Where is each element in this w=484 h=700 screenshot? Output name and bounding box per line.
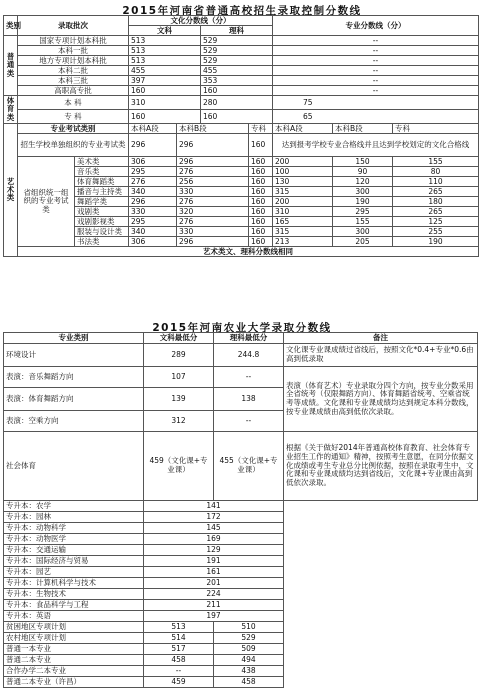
major-cell: 专升本：园艺 [4, 567, 144, 578]
table-row [4, 167, 479, 177]
li-cell: 529 [201, 46, 273, 56]
category-putong: 普通类 [4, 36, 18, 96]
score-cell: 276 [129, 177, 177, 187]
score-cell: 80 [393, 167, 479, 177]
table-row [4, 344, 478, 367]
major-cell: -- [273, 66, 479, 76]
score-cell: 130 [273, 177, 333, 187]
li-cell: 458 [214, 677, 284, 688]
batch-cell: 本科一批 [18, 46, 129, 56]
table-row [4, 124, 479, 134]
score-cell: 330 [177, 227, 249, 237]
art-name-cell: 播音与主持类 [75, 187, 129, 197]
score-cell: 155 [333, 217, 393, 227]
major-cell: 普通二本专业（许昌） [4, 677, 144, 688]
table-row [4, 177, 479, 187]
score-cell: 155 [393, 157, 479, 167]
score-cell: 224 [144, 589, 284, 600]
li-cell: 353 [201, 76, 273, 86]
major-cell: 专升本：园林 [4, 512, 144, 523]
score-cell: 160 [249, 217, 273, 227]
major-cell: 专升本：英语 [4, 611, 144, 622]
major-cell: 表演：体育舞蹈方向 [4, 388, 144, 411]
major-cell: 专升本：动物科学 [4, 523, 144, 534]
table-row [4, 207, 479, 217]
table-row [4, 501, 478, 512]
score-cell: 306 [129, 237, 177, 247]
score-cell: 256 [177, 177, 249, 187]
score-cell: 276 [177, 167, 249, 177]
score-cell: 145 [144, 523, 284, 534]
major-cell: 专升本：动物医学 [4, 534, 144, 545]
score-cell: 213 [273, 237, 333, 247]
art-name-cell: 舞蹈学类 [75, 197, 129, 207]
table-row [4, 110, 479, 124]
score-cell: 160 [249, 134, 273, 157]
score-cell: 180 [393, 197, 479, 207]
wen-cell: 459 [144, 677, 214, 688]
header-major-ben-a: 本科A段 [273, 124, 333, 134]
table-row [4, 157, 479, 167]
unified-exam-label: 省组织统一组织的专业考试类 [18, 157, 75, 247]
art-name-cell: 戏剧影视类 [75, 217, 129, 227]
major-cell: 贫困地区专项计划 [4, 622, 144, 633]
score-cell: 160 [249, 207, 273, 217]
table-row [4, 197, 479, 207]
batch-cell: 专 科 [18, 110, 129, 124]
score-cell: 160 [249, 187, 273, 197]
header-exam-type: 专业考试类别 [18, 124, 129, 134]
university-score-table [3, 332, 478, 688]
table-row [4, 134, 479, 157]
wen-cell: 514 [144, 633, 214, 644]
wen-cell: 517 [144, 644, 214, 655]
wen-cell: 455 [129, 66, 201, 76]
score-cell: 190 [333, 197, 393, 207]
major-cell: 普通一本专业 [4, 644, 144, 655]
table-row [4, 46, 479, 56]
single-major-cell: 达到报考学校专业合格线并且达到学校划定的文化合格线 [273, 134, 479, 157]
table-row [4, 36, 479, 46]
header-major: 专业类别 [4, 333, 144, 344]
score-cell: 160 [249, 197, 273, 207]
wen-cell: 107 [144, 367, 214, 388]
li-cell: 529 [214, 633, 284, 644]
wen-cell: 160 [129, 110, 201, 124]
batch-cell: 高职高专批 [18, 86, 129, 96]
major-cell: 农村地区专项计划 [4, 633, 144, 644]
note-cell: 表演（体育艺术）专业录取分四个方向，按专业分数采用全省统考（仅限舞蹈方向）、体育舞蹈省统考、空乘省统考等成绩。文化课和专业课成绩均达到规定本科分数线，按专业课成绩由高到低依次录取。 [284, 367, 478, 432]
major-cell: 75 [273, 96, 479, 110]
batch-cell: 本 科 [18, 96, 129, 110]
batch-cell: 国家专项计划本科批 [18, 36, 129, 46]
score-cell: 160 [249, 157, 273, 167]
li-cell: -- [214, 411, 284, 432]
score-cell: 172 [144, 512, 284, 523]
major-cell: 环境设计 [4, 344, 144, 367]
score-cell: 150 [333, 157, 393, 167]
wen-cell: 312 [144, 411, 214, 432]
header-major-zhuan: 专科 [393, 124, 479, 134]
score-cell: 315 [273, 187, 333, 197]
wen-cell: 397 [129, 76, 201, 86]
li-cell: 160 [201, 86, 273, 96]
header-major-score: 专业分数线（分） [273, 16, 479, 36]
li-cell: 494 [214, 655, 284, 666]
score-cell: 255 [393, 227, 479, 237]
score-cell: 296 [129, 197, 177, 207]
art-name-cell: 戏剧类 [75, 207, 129, 217]
li-cell: 455（文化课+专业课） [214, 432, 284, 501]
score-cell: 211 [144, 600, 284, 611]
score-cell: 200 [273, 197, 333, 207]
score-cell: 300 [333, 187, 393, 197]
score-cell: 200 [273, 157, 333, 167]
score-cell: 295 [129, 217, 177, 227]
wen-cell: 513 [129, 36, 201, 46]
note-cell: 文化课专业课成绩过省线后，按照文化*0.4+专业*0.6由高到低录取 [284, 344, 478, 367]
batch-cell: 本科三批 [18, 76, 129, 86]
wen-cell: 289 [144, 344, 214, 367]
art-name-cell: 体育舞蹈类 [75, 177, 129, 187]
major-cell: -- [273, 46, 479, 56]
score-cell: 276 [177, 197, 249, 207]
batch-cell: 本科二批 [18, 66, 129, 76]
score-cell: 330 [129, 207, 177, 217]
score-cell: 169 [144, 534, 284, 545]
header-wen-min: 文科最低分 [144, 333, 214, 344]
control-score-table [3, 15, 479, 257]
header-batch: 录取批次 [18, 16, 129, 36]
art-name-cell: 书法类 [75, 237, 129, 247]
header-note: 备注 [284, 333, 478, 344]
score-cell: 160 [249, 167, 273, 177]
header-li-min: 理科最低分 [214, 333, 284, 344]
table-row [4, 247, 479, 257]
table-row [4, 187, 479, 197]
single-exam-cell: 招生学校单独组织的专业考试类 [18, 134, 129, 157]
major-cell: 专升本：食品科学与工程 [4, 600, 144, 611]
wen-cell: 459（文化课+专业课） [144, 432, 214, 501]
art-name-cell: 服装与设计类 [75, 227, 129, 237]
score-cell: 120 [333, 177, 393, 187]
header-li: 理科 [201, 26, 273, 36]
major-cell: 专升本：生物技术 [4, 589, 144, 600]
header-category: 类别 [4, 16, 18, 36]
score-cell: 320 [177, 207, 249, 217]
major-cell: -- [273, 56, 479, 66]
wen-cell: 513 [144, 622, 214, 633]
score-cell: 90 [333, 167, 393, 177]
table-row [4, 217, 479, 227]
score-cell: 265 [393, 187, 479, 197]
score-cell: 296 [177, 237, 249, 247]
score-cell: 141 [144, 501, 284, 512]
header-culture-score: 文化分数线（分） [129, 16, 273, 26]
score-cell: 265 [393, 207, 479, 217]
li-cell: 529 [201, 56, 273, 66]
art-name-cell: 美术类 [75, 157, 129, 167]
major-cell: 65 [273, 110, 479, 124]
table-row [4, 622, 478, 633]
wen-cell: 139 [144, 388, 214, 411]
li-cell: -- [214, 367, 284, 388]
batch-cell: 地方专项计划本科批 [18, 56, 129, 66]
score-cell: 296 [129, 134, 177, 157]
header-major-ben-b: 本科B段 [333, 124, 393, 134]
wen-cell: 513 [129, 46, 201, 56]
score-cell: 110 [393, 177, 479, 187]
score-cell: 330 [177, 187, 249, 197]
table2-title: 2015年河南农业大学录取分数线 [152, 322, 332, 334]
li-cell: 455 [201, 66, 273, 76]
li-cell: 529 [201, 36, 273, 46]
score-cell: 340 [129, 187, 177, 197]
score-cell: 197 [144, 611, 284, 622]
header-ben-b: 本科B段 [177, 124, 249, 134]
score-cell: 191 [144, 556, 284, 567]
score-cell: 315 [273, 227, 333, 237]
table-row [4, 432, 478, 501]
score-cell: 190 [393, 237, 479, 247]
score-cell: 161 [144, 567, 284, 578]
wen-cell: 160 [129, 86, 201, 96]
score-cell: 100 [273, 167, 333, 177]
li-cell: 160 [201, 110, 273, 124]
header-wen: 文科 [129, 26, 201, 36]
li-cell: 138 [214, 388, 284, 411]
table-row [4, 367, 478, 388]
art-name-cell: 音乐类 [75, 167, 129, 177]
major-cell: 表演：空乘方向 [4, 411, 144, 432]
score-cell: 125 [393, 217, 479, 227]
score-cell: 296 [177, 157, 249, 167]
category-tiyu: 体育类 [4, 96, 18, 124]
score-cell: 205 [333, 237, 393, 247]
table-row [4, 227, 479, 237]
table-row [4, 86, 479, 96]
score-cell: 296 [177, 134, 249, 157]
li-cell: 438 [214, 666, 284, 677]
table1-title: 2015年河南省普通高校招生录取控制分数线 [122, 5, 362, 17]
table-row [4, 237, 479, 247]
score-cell: 160 [249, 237, 273, 247]
score-cell: 295 [333, 207, 393, 217]
table-row [4, 56, 479, 66]
li-cell: 244.8 [214, 344, 284, 367]
category-yishu: 艺术类 [4, 124, 18, 257]
major-cell: 普通二本专业 [4, 655, 144, 666]
major-cell: 合作办学二本专业 [4, 666, 144, 677]
major-cell: -- [273, 36, 479, 46]
wen-cell: 513 [129, 56, 201, 66]
major-cell: 社会体育 [4, 432, 144, 501]
table-row [4, 76, 479, 86]
score-cell: 310 [273, 207, 333, 217]
score-cell: 160 [249, 177, 273, 187]
major-cell: 专升本：交通运输 [4, 545, 144, 556]
score-cell: 160 [249, 227, 273, 237]
header-zhuan: 专科 [249, 124, 273, 134]
table-row [4, 96, 479, 110]
major-cell: -- [273, 76, 479, 86]
note-cell: 根据《关于做好2014年普通高校体育教育、社会体育专业招生工作的通知》精神，按照考生意愿，在同分依据文化成绩或考生专业总分比例依据，按照在录取考生中，文化课和专业课成绩均达到省线后，文化课+专业课由高到低依次录取。 [284, 432, 478, 501]
li-cell: 280 [201, 96, 273, 110]
li-cell: 510 [214, 622, 284, 633]
score-cell: 201 [144, 578, 284, 589]
score-cell: 129 [144, 545, 284, 556]
score-cell: 300 [333, 227, 393, 237]
score-cell: 276 [177, 217, 249, 227]
score-cell: 165 [273, 217, 333, 227]
major-cell: 专升本：计算机科学与技术 [4, 578, 144, 589]
art-note: 艺术类文、理科分数线相同 [18, 247, 479, 257]
wen-cell: 310 [129, 96, 201, 110]
li-cell: 509 [214, 644, 284, 655]
score-cell: 306 [129, 157, 177, 167]
score-cell: 295 [129, 167, 177, 177]
header-ben-a: 本科A段 [129, 124, 177, 134]
table-row [4, 66, 479, 76]
wen-cell: -- [144, 666, 214, 677]
wen-cell: 458 [144, 655, 214, 666]
score-cell: 340 [129, 227, 177, 237]
major-cell: -- [273, 86, 479, 96]
major-cell: 专升本：国际经济与贸易 [4, 556, 144, 567]
major-cell: 专升本：农学 [4, 501, 144, 512]
major-cell: 表演：音乐舞蹈方向 [4, 367, 144, 388]
